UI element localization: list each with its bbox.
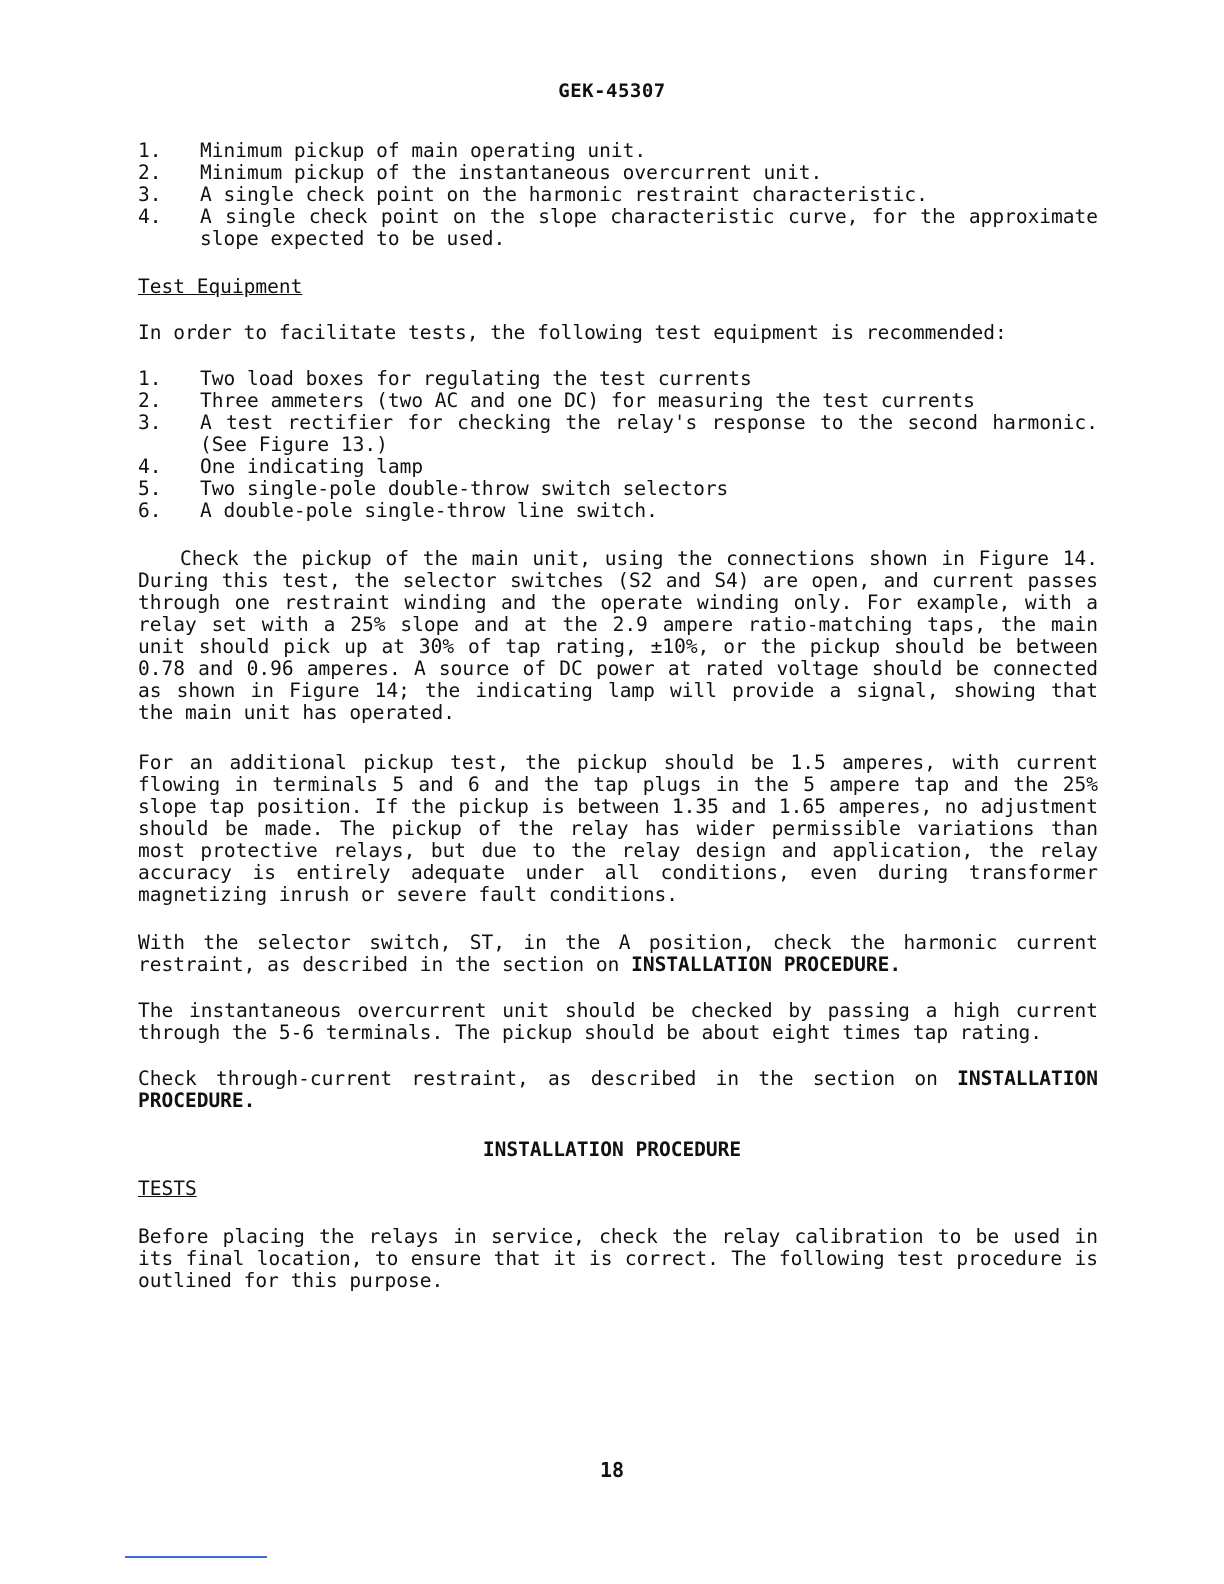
instantaneous-overcurrent-paragraph: The instantaneous overcurrent unit should be checked by passing a high current through the 5-6 terminals. The pickup should be about eight times tap rating.: [138, 999, 1098, 1044]
list-item: [138, 456, 1098, 478]
installation-tests-paragraph: Before placing the relays in service, check the relay calibration to be used in its final location, to ensure that it is correct. The following test procedure is outlined for this purpose.: [138, 1225, 1098, 1292]
list-item-number: 4.: [138, 455, 162, 478]
list-item: [138, 184, 1098, 206]
list-item-text: Minimum pickup of main operating unit.: [200, 139, 647, 162]
list-item-text: A single check point on the slope characteristic curve, for the approximate slope expected to be used.: [200, 205, 1098, 250]
list-item-text: A double-pole single-throw line switch.: [200, 499, 658, 522]
list-item-text: One indicating lamp: [200, 455, 424, 478]
list-item: [138, 412, 1098, 456]
installation-procedure-reference: INSTALLATION PROCEDURE.: [631, 953, 902, 976]
main-unit-pickup-paragraph: Check the pickup of the main unit, using the connections shown in Figure 14. During this test, the selector switches (S2 and S4) are open, and current passes through one restraint winding and the operate winding only. For example, with a relay set with a 25% slope and at the 2.9 ampere ratio-matching taps, the main unit should pick up at 30% of tap rating, ±10%, or the pickup should be between 0.78 and 0.96 amperes. A source of DC power at rated voltage should be connected as shown in Figure 14; the indicating lamp will provide a signal, showing that the main unit has operated.: [138, 547, 1098, 724]
footer-rule: [125, 1556, 267, 1558]
additional-pickup-paragraph: For an additional pickup test, the pickup should be 1.5 amperes, with current flowing in terminals 5 and 6 and the tap plugs in the 5 ampere tap and the 25% slope tap position. If the pickup is between 1.35 and 1.65 amperes, no adjustment should be made. The pickup of the relay has wider permissible variations than most protective relays, but due to the relay design and application, the relay accuracy is entirely adequate under all conditions, even during transformer magnetizing inrush or severe fault conditions.: [138, 751, 1098, 906]
page-number: 18: [599, 1458, 625, 1482]
test-equipment-intro: In order to facilitate tests, the following test equipment is recommended:: [138, 321, 1007, 344]
list-item-number: 5.: [138, 477, 162, 500]
tests-heading-block: [138, 1178, 1098, 1200]
check-list-block: [138, 140, 1098, 250]
paragraph-block: [138, 1000, 1098, 1044]
list-item: [138, 390, 1098, 412]
paragraph-text: With the selector switch, ST, in the A position, check the harmonic current restraint, as described in the section on: [138, 931, 1098, 976]
check-list: [138, 140, 1098, 250]
through-current-paragraph: [138, 1068, 1098, 1112]
list-item: [138, 162, 1098, 184]
list-item-text: A single check point on the harmonic restraint characteristic.: [200, 183, 928, 206]
paragraph-block: [138, 1226, 1098, 1292]
list-item-number: 2.: [138, 389, 162, 412]
list-item-text: Two single-pole double-throw switch selectors: [200, 477, 729, 500]
document-id-header: GEK-45307: [558, 80, 666, 102]
list-item: [138, 500, 1098, 522]
list-item-text: Minimum pickup of the instantaneous overcurrent unit.: [200, 161, 823, 184]
equipment-list-block: [138, 368, 1098, 522]
list-item-text: A test rectifier for checking the relay's response to the second harmonic. (See Figure 13.): [200, 411, 1098, 456]
test-equipment-intro-block: [138, 322, 1098, 344]
list-item: [138, 140, 1098, 162]
list-item: [138, 206, 1098, 250]
list-item: [138, 368, 1098, 390]
list-item-text: Two load boxes for regulating the test currents: [200, 367, 752, 390]
paragraph-text: Check through-current restraint, as described in the section on: [138, 1067, 958, 1090]
test-equipment-heading: Test Equipment: [138, 275, 303, 298]
paragraph-block: [138, 1068, 1098, 1112]
list-item-number: 3.: [138, 183, 162, 206]
section-title: INSTALLATION PROCEDURE: [482, 1138, 742, 1161]
list-item-number: 6.: [138, 499, 162, 522]
tests-heading: TESTS: [138, 1177, 197, 1200]
equipment-list: [138, 368, 1098, 522]
paragraph-block: [138, 752, 1098, 906]
installation-procedure-reference: INSTALLATION PROCEDURE.: [138, 1067, 1098, 1112]
paragraph-block: [138, 932, 1098, 976]
paragraph-block: [138, 548, 1098, 724]
list-item-number: 4.: [138, 205, 162, 228]
list-item: [138, 478, 1098, 500]
test-equipment-heading-block: [138, 276, 1098, 298]
list-item-number: 1.: [138, 367, 162, 390]
list-item-text: Three ammeters (two AC and one DC) for measuring the test currents: [200, 389, 975, 412]
list-item-number: 1.: [138, 139, 162, 162]
harmonic-restraint-paragraph: [138, 932, 1098, 976]
list-item-number: 2.: [138, 161, 162, 184]
list-item-number: 3.: [138, 411, 162, 434]
